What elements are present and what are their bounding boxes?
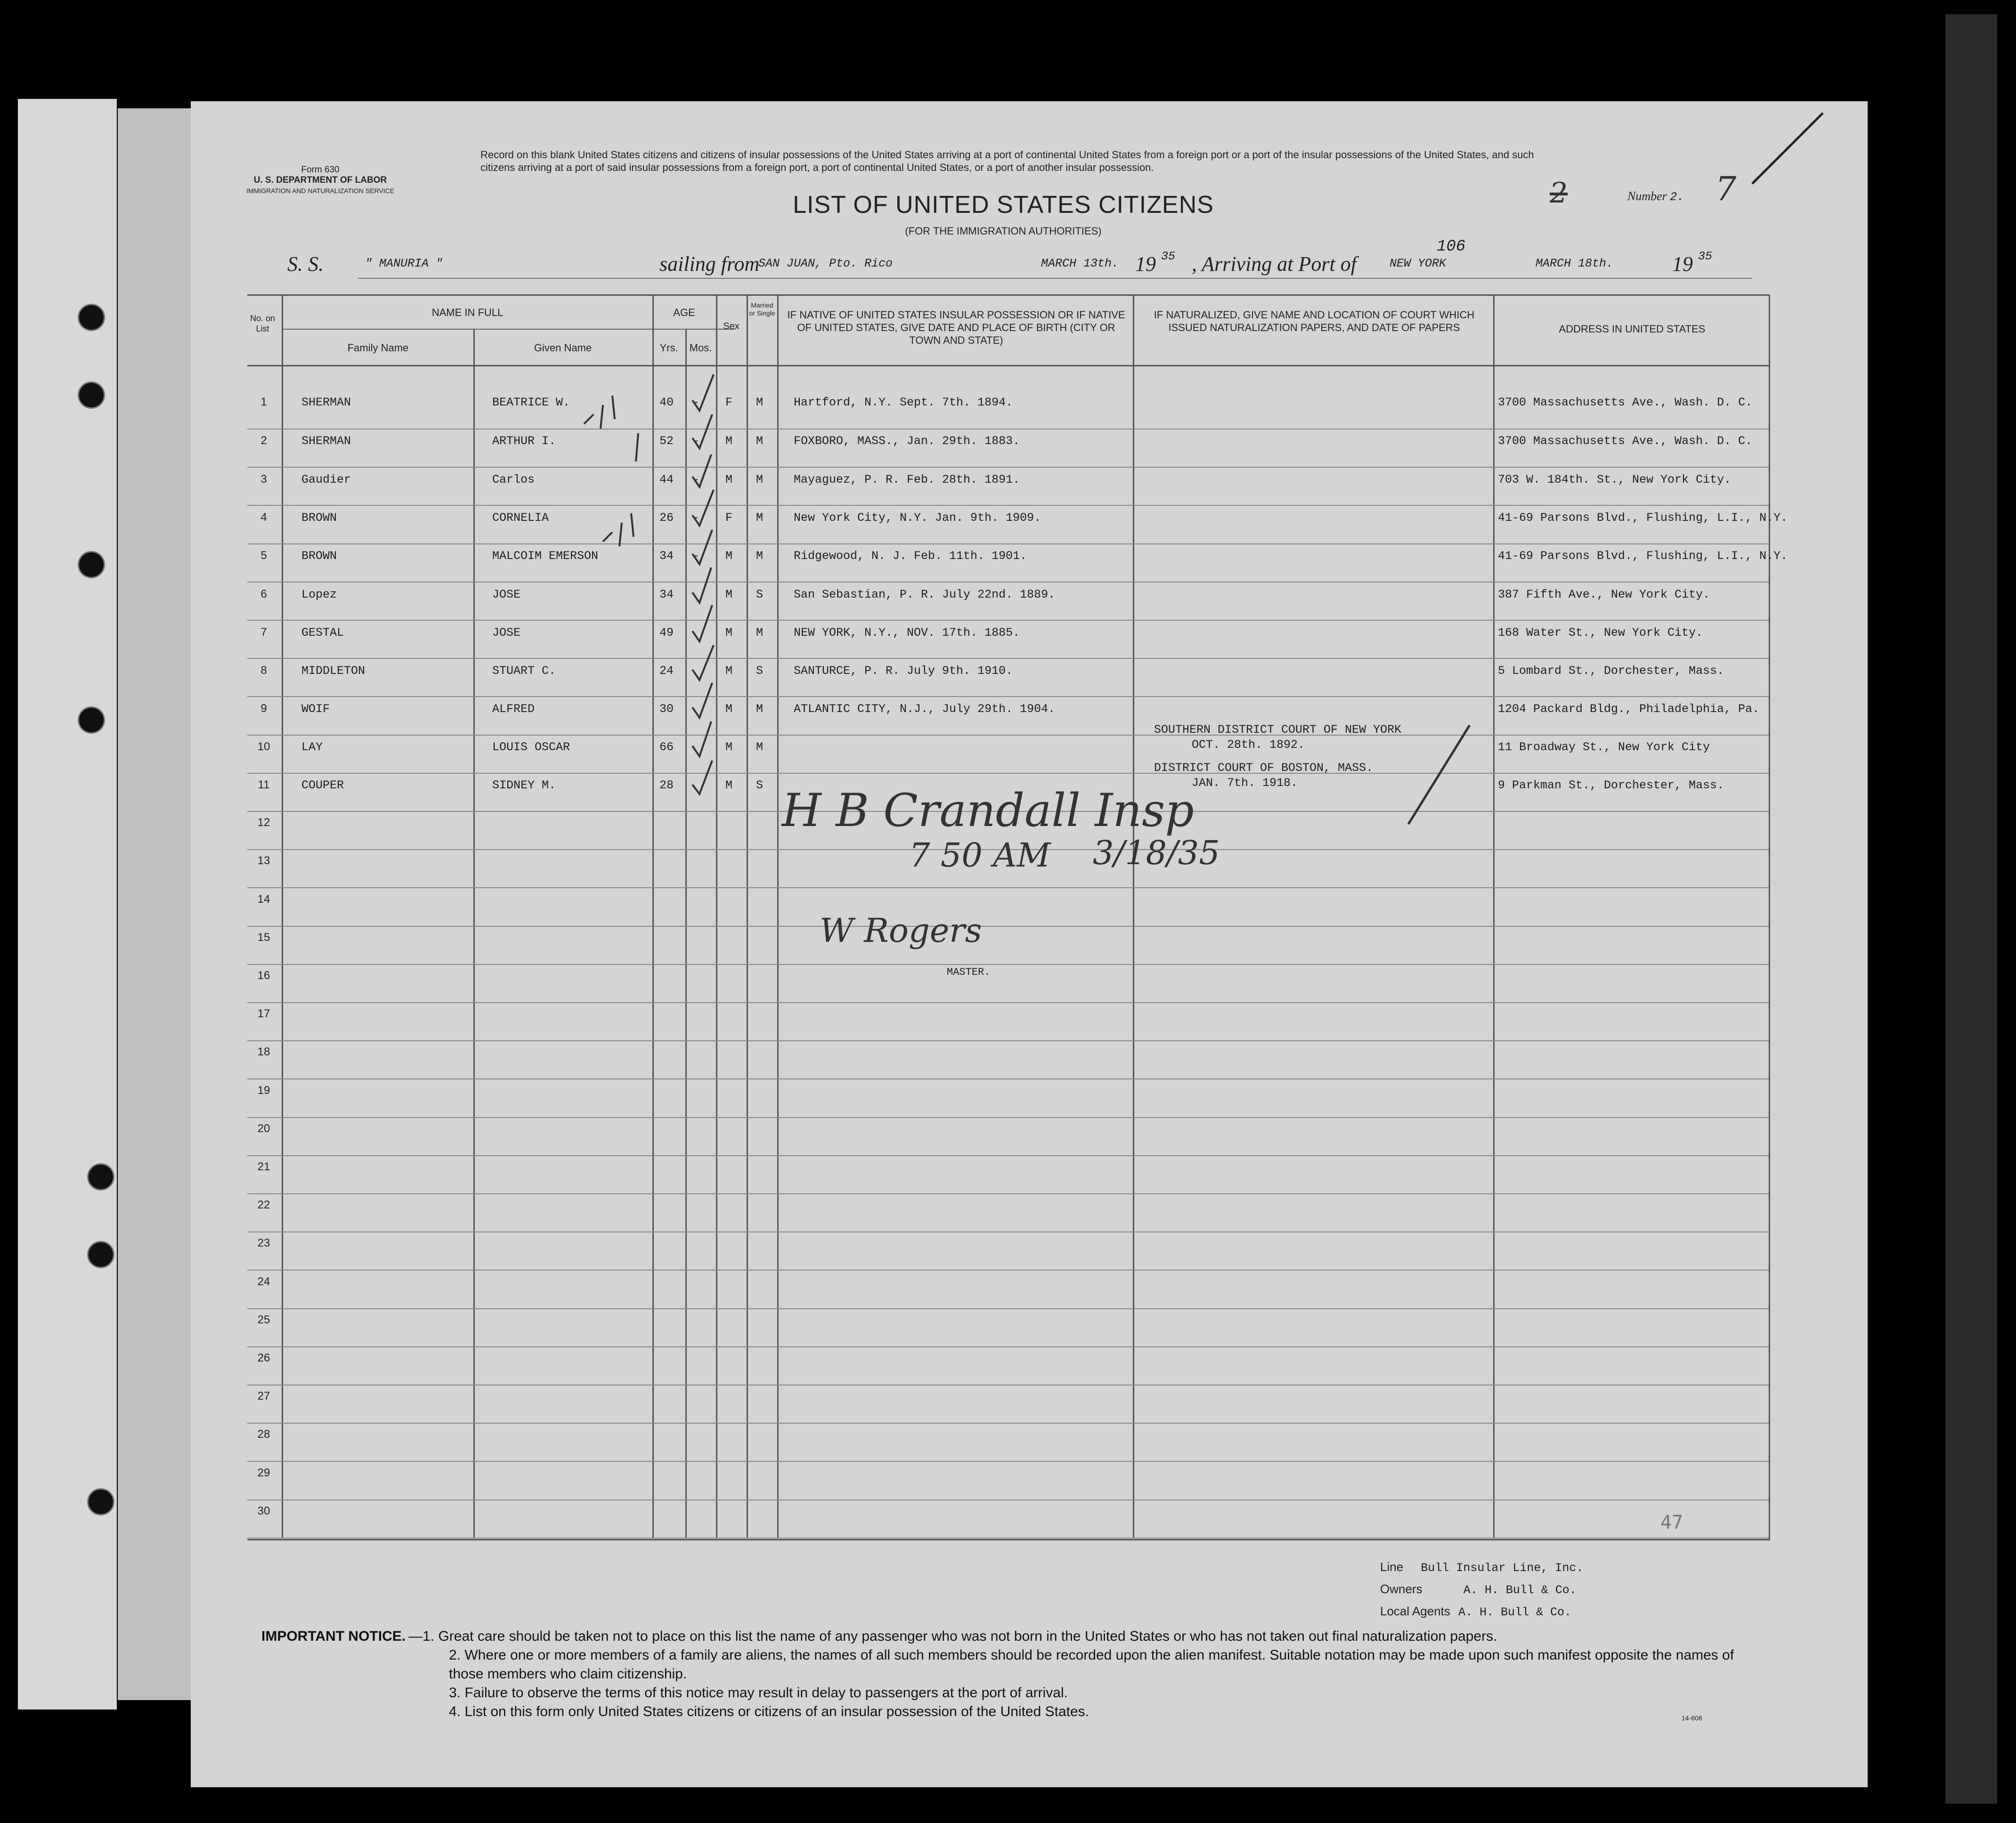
table-row (0, 723, 2016, 778)
sail-year-prefix: 19 (1135, 252, 1156, 275)
ink-tick (636, 433, 638, 462)
row-rule (247, 1308, 1769, 1309)
agents-value: A. H. Bull & Co. (1458, 1605, 1572, 1619)
address: 168 Water St., New York City. (1498, 626, 1703, 640)
row-rule (247, 1117, 1769, 1118)
row-number: 16 (257, 969, 270, 982)
row-number: 18 (257, 1045, 270, 1058)
family-name: SHERMAN (301, 396, 351, 409)
binder-strip-inner (118, 108, 193, 1700)
header-address: ADDRESS IN UNITED STATES (1559, 323, 1706, 335)
age-years: 52 (659, 434, 674, 448)
header-family-name: Family Name (347, 342, 409, 354)
marital-status: M (756, 702, 764, 716)
address: 703 W. 184th. St., New York City. (1498, 473, 1731, 486)
header-no: No. on List (250, 314, 276, 333)
table-row (0, 434, 2016, 472)
address: 3700 Massachusetts Ave., Wash. D. C. (1498, 434, 1753, 448)
address: 11 Broadway St., New York City (1498, 740, 1710, 754)
marital-status: M (756, 626, 764, 640)
table-row (0, 626, 2016, 664)
court-date: OCT. 28th. 1892. (1192, 738, 1305, 752)
header-given-name: Given Name (534, 342, 592, 354)
name-header-rule (283, 329, 692, 330)
sex: M (725, 664, 733, 678)
birth-place-date: FOXBORO, MASS., Jan. 29th. 1883. (794, 434, 1020, 448)
marital-status: M (756, 740, 764, 754)
row-rule (247, 1499, 1769, 1500)
check-mark (692, 645, 714, 680)
number-field (1627, 170, 1736, 208)
sex: M (725, 740, 733, 754)
sex: M (725, 778, 733, 792)
master-label: MASTER. (947, 966, 991, 978)
ink-check-marks (678, 367, 772, 801)
instruction-text: Record on this blank United States citizens and citizens of insular possessions of the United States arriving at a port of continental United States from a foreign port or a port of the insular possessions of the United States, and such citizens arriving at a port of said insular possessions from a foreign port, a port of continental United States, or a port of another insular possession. (480, 149, 1534, 173)
age-years: 49 (659, 626, 674, 640)
punch-hole (87, 1241, 114, 1268)
family-name: LAY (301, 740, 323, 754)
age-months: - (692, 434, 700, 448)
birth-place-date: Mayaguez, P. R. Feb. 28th. 1891. (794, 473, 1020, 486)
to-port: NEW YORK (1390, 257, 1447, 270)
birth-place-date: Hartford, N.Y. Sept. 7th. 1894. (794, 396, 1013, 409)
age-years: 34 (659, 588, 674, 601)
row-number: 21 (257, 1160, 270, 1173)
marital-status: M (756, 473, 764, 486)
agents-row (1380, 1601, 1804, 1623)
birth-place-date: ATLANTIC CITY, N.J., July 29th. 1904. (794, 702, 1056, 716)
row-number: 28 (257, 1428, 270, 1441)
court-name: DISTRICT COURT OF BOSTON, MASS. (1154, 761, 1374, 775)
header-mos: Mos. (689, 342, 712, 354)
table-row (0, 473, 2016, 510)
row-rule (247, 1461, 1769, 1462)
owners-label: Owners (1380, 1582, 1423, 1596)
check-mark (692, 530, 712, 564)
row-number: 22 (257, 1199, 270, 1211)
row-number: 8 (260, 664, 267, 677)
header-sex: Sex (723, 321, 740, 332)
header-married-single: Married or Single (749, 301, 775, 317)
inspection-date: 3/18/35 (1093, 834, 1220, 872)
given-name: SIDNEY M. (492, 778, 556, 792)
address: 5 Lombard St., Dorchester, Mass. (1498, 664, 1724, 678)
ink-tick (603, 513, 634, 546)
row-number: 15 (257, 931, 270, 944)
age-months: - (692, 396, 700, 409)
row-number: 24 (257, 1275, 270, 1288)
sailing-label: sailing from (659, 252, 760, 275)
important-notice (261, 1627, 1769, 1721)
age-years: 30 (659, 702, 674, 716)
row-number: 14 (257, 893, 270, 906)
sex: M (725, 434, 733, 448)
inspection-time: 7 50 AM (909, 836, 1051, 875)
check-mark (692, 605, 712, 641)
ink-marks-names (575, 386, 650, 575)
marital-status: S (756, 588, 764, 601)
address: 1204 Packard Bldg., Philadelphia, Pa. (1498, 702, 1760, 716)
marital-status: M (756, 396, 764, 409)
family-name: Lopez (301, 588, 337, 601)
marital-status: S (756, 778, 764, 792)
birth-place-date: San Sebastian, P. R. July 22nd. 1889. (794, 588, 1056, 601)
ship-name: " MANURIA " (365, 257, 443, 270)
row-number: 1 (260, 396, 267, 408)
age-months: - (692, 549, 700, 563)
inspector-signature: H B Crandall Insp (782, 784, 1194, 837)
row-rule (247, 1270, 1769, 1271)
family-name: SHERMAN (301, 434, 351, 448)
marital-status: M (756, 549, 764, 563)
check-mark (692, 414, 712, 448)
ink-tick (584, 396, 615, 429)
age-months: - (692, 473, 700, 486)
department-name: U. S. DEPARTMENT OF LABOR (253, 175, 387, 185)
row-rule (247, 1002, 1769, 1003)
given-name: Carlos (492, 473, 535, 486)
table-row (0, 588, 2016, 625)
row-number: 7 (260, 626, 267, 639)
notice-item-3: 3. Failure to observe the terms of this notice may result in delay to passengers at the port of arrival. (449, 1685, 1068, 1701)
check-mark (692, 567, 711, 603)
row-number: 12 (257, 816, 270, 829)
row-rule (247, 1155, 1769, 1156)
age-years: 24 (659, 664, 674, 678)
line-info (1380, 1556, 1804, 1623)
punch-hole (78, 304, 105, 331)
row-number: 2 (260, 434, 267, 447)
row-number: 20 (257, 1122, 270, 1135)
sex: F (725, 511, 733, 525)
page-stamp-number: 47 (1660, 1512, 1683, 1533)
owners-value: A. H. Bull & Co. (1463, 1583, 1577, 1597)
ink-mark-number: 7 (1715, 170, 1737, 208)
row-number: 5 (260, 549, 267, 562)
number-label: Number (1627, 189, 1667, 203)
row-rule (247, 1040, 1769, 1041)
address: 41-69 Parsons Blvd., Flushing, L.I., N.Y. (1498, 549, 1788, 563)
check-mark (692, 721, 711, 756)
line-label: Line (1380, 1560, 1404, 1574)
binder-strip (18, 99, 117, 1710)
header-birth: IF NATIVE OF UNITED STATES INSULAR POSSESSION OR IF NATIVE OF UNITED STATES, GIVE DATE AND PLACE OF BIRTH (CITY OR TOWN AND STATE) (787, 309, 1125, 346)
check-mark (692, 454, 711, 487)
voyage-line (287, 238, 1757, 280)
row-number: 29 (257, 1467, 270, 1479)
age-years: 34 (659, 549, 674, 563)
sex: F (725, 396, 733, 409)
age-years: 28 (659, 778, 674, 792)
birth-place-date: New York City, N.Y. Jan. 9th. 1909. (794, 511, 1041, 525)
check-mark (692, 683, 712, 718)
row-number: 3 (260, 473, 267, 486)
family-name: MIDDLETON (301, 664, 366, 678)
arrive-year: 35 (1698, 250, 1713, 263)
sex: M (725, 626, 733, 640)
court-name: SOUTHERN DISTRICT COURT OF NEW YORK (1154, 723, 1402, 737)
notice-item-1: —1. Great care should be taken not to place on this list the name of any passenger who was not born in the United States or who has not taken out final naturalization papers. (408, 1629, 1497, 1644)
number-value: 2. (1670, 190, 1684, 204)
master-signature: W Rogers (820, 911, 982, 950)
address: 9 Parkman St., Dorchester, Mass. (1498, 778, 1724, 792)
header-name-in-full: NAME IN FULL (431, 307, 504, 318)
address: 387 Fifth Ave., New York City. (1498, 588, 1710, 601)
arrive-year-prefix: 19 (1672, 252, 1693, 275)
arriving-label: , Arriving at Port of (1192, 252, 1357, 275)
sex: M (725, 473, 733, 486)
birth-place-date: Ridgewood, N. J. Feb. 11th. 1901. (794, 549, 1027, 563)
age-years: 26 (659, 511, 674, 525)
header-yrs: Yrs. (659, 342, 678, 354)
age-years: 66 (659, 740, 674, 754)
agents-label: Local Agents (1380, 1604, 1450, 1618)
service-name: IMMIGRATION AND NATURALIZATION SERVICE (246, 187, 394, 194)
row-rule (247, 1423, 1769, 1424)
row-rule (247, 926, 1769, 927)
header-age: AGE (673, 307, 695, 318)
row-rule (247, 887, 1769, 888)
row-rule (247, 1078, 1769, 1079)
birth-place-date: NEW YORK, N.Y., NOV. 17th. 1885. (794, 626, 1020, 640)
sail-date: MARCH 13th. (1041, 257, 1119, 270)
age-months: - (692, 511, 700, 525)
given-name: CORNELIA (492, 511, 549, 525)
row-number: 30 (257, 1505, 270, 1517)
family-name: WOIF (301, 702, 330, 716)
row-number: 11 (258, 778, 270, 791)
row-rule (247, 1538, 1769, 1539)
table-row (0, 396, 2016, 433)
court-date: JAN. 7th. 1918. (1192, 776, 1298, 790)
notice-item-2: 2. Where one or more members of a family are aliens, the names of all such members should be recorded upon the alien manifest. Suitable notation may be made upon such manifest opposite the names of those members who claim citizenship. (449, 1647, 1734, 1682)
ink-crossed-number: 2 (1550, 177, 1568, 210)
family-name: BROWN (301, 511, 337, 525)
sex: M (725, 588, 733, 601)
given-name: BEATRICE W. (492, 396, 570, 409)
row-number: 19 (257, 1084, 270, 1097)
notice-item-4: 4. List on this form only United States citizens or citizens of an insular possession of the United States. (449, 1704, 1089, 1719)
row-number: 23 (257, 1237, 270, 1249)
row-rule (247, 964, 1769, 965)
voyage-underline (358, 278, 1752, 279)
given-name: LOUIS OSCAR (492, 740, 570, 754)
table-row (0, 664, 2016, 702)
punch-hole (87, 1488, 114, 1515)
scanner-edge (1945, 14, 1997, 1804)
sex: M (725, 702, 733, 716)
table-row (0, 511, 2016, 549)
table-row (0, 549, 2016, 587)
marital-status: M (756, 434, 764, 448)
address: 41-69 Parsons Blvd., Flushing, L.I., N.Y. (1498, 511, 1788, 525)
given-name: MALCOIM EMERSON (492, 549, 599, 563)
form-number: Form 630 (301, 165, 340, 175)
page-subtitle: (FOR THE IMMIGRATION AUTHORITIES) (905, 225, 1102, 237)
birth-place-date: SANTURCE, P. R. July 9th. 1910. (794, 664, 1013, 678)
row-number: 6 (260, 588, 267, 600)
ink-voyage-number: 106 (1437, 238, 1466, 256)
given-name: JOSE (492, 626, 521, 640)
row-number: 9 (260, 702, 267, 715)
given-name: ALFRED (492, 702, 535, 716)
ss-label: S. S. (287, 252, 324, 275)
given-name: JOSE (492, 588, 521, 601)
age-years: 44 (659, 473, 674, 486)
line-value: Bull Insular Line, Inc. (1421, 1561, 1584, 1575)
row-number: 25 (257, 1313, 270, 1326)
row-rule (247, 1346, 1769, 1347)
check-mark (692, 761, 712, 794)
row-number: 26 (257, 1352, 270, 1364)
header-bottom-rule (247, 365, 1770, 366)
check-mark (692, 490, 714, 526)
row-number: 17 (257, 1007, 270, 1020)
from-port: SAN JUAN, Pto. Rico (758, 257, 893, 270)
marital-status: M (756, 511, 764, 525)
ink-corner-slash (1743, 108, 1828, 193)
family-name: GESTAL (301, 626, 344, 640)
row-number: 4 (260, 511, 267, 524)
page-title: LIST OF UNITED STATES CITIZENS (793, 191, 1214, 219)
given-name: STUART C. (492, 664, 556, 678)
ink-slash-naturalized (1399, 721, 1474, 834)
row-rule (247, 1193, 1769, 1194)
marital-status: S (756, 664, 764, 678)
given-name: ARTHUR I. (492, 434, 556, 448)
line-row (1380, 1556, 1804, 1579)
age-years: 40 (659, 396, 674, 409)
arrive-date: MARCH 18th. (1536, 257, 1614, 270)
sail-year: 35 (1161, 250, 1176, 263)
check-mark (692, 374, 714, 411)
form-id-block (231, 165, 410, 196)
family-name: BROWN (301, 549, 337, 563)
notice-title: IMPORTANT NOTICE. (261, 1629, 406, 1644)
row-number: 27 (257, 1390, 270, 1402)
owners-row (1380, 1579, 1804, 1601)
address: 3700 Massachusetts Ave., Wash. D. C. (1498, 396, 1753, 409)
row-number: 10 (257, 740, 270, 753)
header-naturalized: IF NATURALIZED, GIVE NAME AND LOCATION OF COURT WHICH ISSUED NATURALIZATION PAPERS, AND DATE OF PAPERS (1154, 309, 1475, 333)
family-name: Gaudier (301, 473, 351, 486)
family-name: COUPER (301, 778, 344, 792)
row-number: 13 (257, 854, 270, 867)
table-row (0, 702, 2016, 740)
sex: M (725, 549, 733, 563)
punch-hole (87, 1163, 114, 1191)
print-code: 14-608 (1682, 1714, 1702, 1722)
